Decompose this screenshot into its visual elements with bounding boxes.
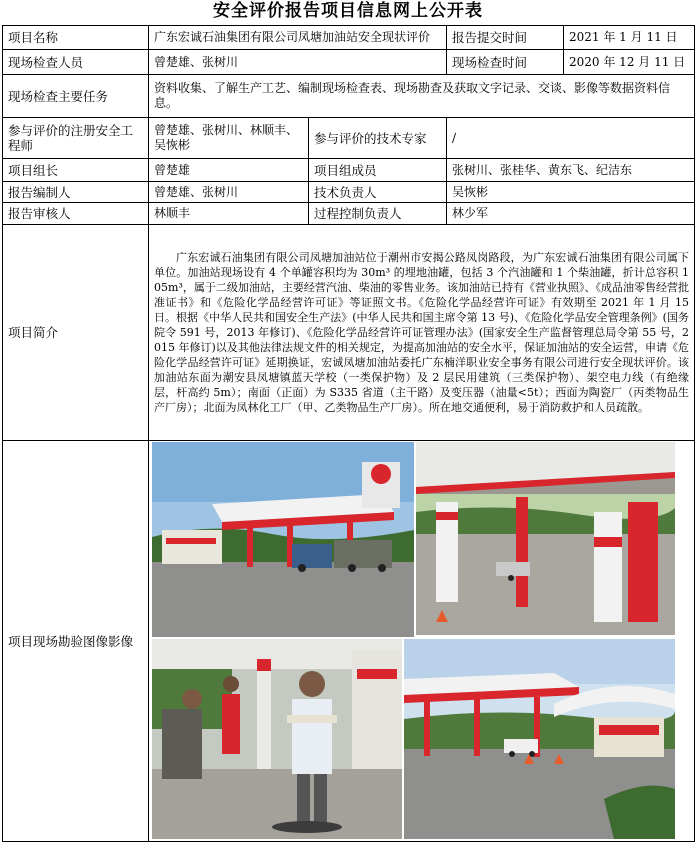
tasks: 资料收集、了解生产工艺、编制现场检查表、现场勘查及获取文字记录、交谈、影像等数据资料信息。 [149,75,695,118]
compiler-label: 报告编制人 [3,182,149,203]
tasks-label: 现场检查主要任务 [3,75,149,118]
inspect-time: 2020 年 12 月 11 日 [564,50,695,75]
photo-station-wide [404,639,675,839]
reviewer-label: 报告审核人 [3,203,149,225]
submit-time: 2021 年 1 月 11 日 [564,26,695,50]
project-name: 广东宏诚石油集团有限公司凤塘加油站安全现状评价 [149,26,447,50]
process-label: 过程控制负责人 [309,203,447,225]
page-title: 安全评价报告项目信息网上公开表 [213,1,483,21]
photo-canopy-pumps [416,442,675,635]
inspectors-label: 现场检查人员 [3,50,149,75]
photos-cell [149,441,695,842]
photo-station-exterior [152,442,414,637]
project-name-label: 项目名称 [3,26,149,50]
inspectors: 曾楚雄、张树川 [149,50,447,75]
members: 张树川、张桂华、黄东飞、纪洁东 [447,159,695,182]
reviewer: 林顺丰 [149,203,309,225]
process: 林少军 [447,203,695,225]
intro-text: 广东宏诚石油集团有限公司凤塘加油站位于潮州市安揭公路凤岗路段，为广东宏诚石油集团有限公司属下单位。加油站现场设有 4 个单罐容积均为 30m³ 的埋地油罐，包括 3 个汽油罐和 1 个柴油罐，折计总容积 105m³，属于二级加油站，主要经营汽油、柴油的零售业务。该加油站已持有《营业执照》、《成品油零售经营批准证书》和《危险化学品经营许可证》等证照文书。《危险化学品经营许可证》有效期至 2021 年 1 月 15 日。根据《中华人民共和国安全生产法》(中华人民共和国主席令第 13 号)、《危险化学品安全管理条例》(国务院令 591 号，2013 年修订)、《危险化学品经营许可证管理办法》(国家安全生产监督管理总局令第 55 号，2015 年修订)以及其他法律法规文件的相关规定，为提高加油站的安全水平，保证加油站的安全运营，申请《危险化学品经营许可证》延期换证，宏诚凤塘加油站委托广东楠洋职业安全事务有限公司进行安全现状评价。该加油站东面为潮安县凤塘镇蓝天学校（一类保护物）及 2 层民用建筑（三类保护物）、架空电力线（有绝缘层，杆高约 5m）；南面（正面）为 S335 省道（主干路）及变压器（油量<5t）；西面为陶瓷厂（丙类物品生产厂房）；北面为凤林化工厂（甲、乙类物品生产厂房）。所在地交通便利，易于消防救护和人员疏散。 [149,225,695,441]
leader: 曾楚雄 [149,159,309,182]
inspect-time-label: 现场检查时间 [447,50,564,75]
members-label: 项目组成员 [309,159,447,182]
photo-inspector-onsite [152,639,402,839]
tech-label: 技术负责人 [309,182,447,203]
station-exterior-image [152,442,414,637]
engineers-label: 参与评价的注册安全工程师 [3,118,149,159]
station-wide-image [404,639,675,839]
compiler: 曾楚雄、张树川 [149,182,309,203]
experts-label: 参与评价的技术专家 [309,118,447,159]
photos-label: 项目现场勘验图像影像 [3,441,149,842]
submit-time-label: 报告提交时间 [447,26,564,50]
info-table [2,25,695,842]
tech: 吴恢彬 [447,182,695,203]
experts: / [447,118,695,159]
leader-label: 项目组长 [3,159,149,182]
engineers: 曾楚雄、张树川、林顺丰、吴恢彬 [149,118,309,159]
canopy-pumps-image [416,442,675,635]
intro-label: 项目简介 [3,225,149,441]
inspector-onsite-image [152,639,402,839]
